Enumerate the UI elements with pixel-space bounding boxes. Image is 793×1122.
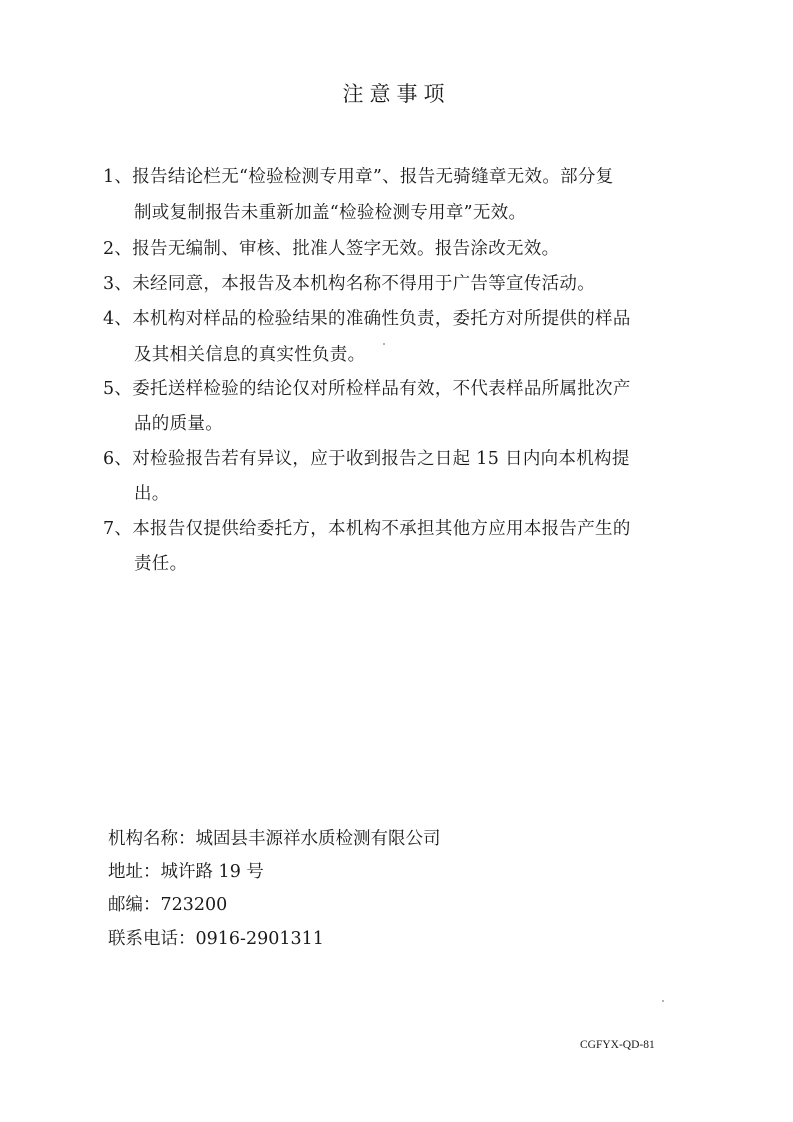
note-4-line-2: 及其相关信息的真实性负责。 xyxy=(134,345,366,365)
scan-speck xyxy=(662,1000,664,1002)
note-4-line-1: 4、本机构对样品的检验结果的准确性负责，委托方对所提供的样品 xyxy=(103,309,631,329)
institution-postcode: 邮编：723200 xyxy=(108,895,228,915)
note-1-line-1: 1、报告结论栏无“检验检测专用章”、报告无骑缝章无效。部分复 xyxy=(103,167,614,187)
page-title: 注意事项 xyxy=(342,82,451,106)
institution-address: 地址：城许路 19 号 xyxy=(108,862,264,882)
institution-phone: 联系电话：0916-2901311 xyxy=(108,929,324,949)
document-code: CGFYX-QD-81 xyxy=(580,1039,655,1051)
note-7-line-1: 7、本报告仅提供给委托方，本机构不承担其他方应用本报告产生的 xyxy=(103,519,631,539)
note-5-line-2: 品的质量。 xyxy=(134,414,223,434)
note-5-line-1: 5、委托送样检验的结论仅对所检样品有效，不代表样品所属批次产 xyxy=(103,379,631,399)
note-6-line-2: 出。 xyxy=(134,484,170,504)
institution-name: 机构名称：城固县丰源祥水质检测有限公司 xyxy=(108,829,441,849)
scan-speck xyxy=(383,343,385,345)
note-2-line-1: 2、报告无编制、审核、批准人签字无效。报告涂改无效。 xyxy=(103,239,560,259)
note-7-line-2: 责任。 xyxy=(134,554,188,574)
note-1-line-2: 制或复制报告未重新加盖“检验检测专用章”无效。 xyxy=(134,203,527,223)
note-6-line-1: 6、对检验报告若有异议，应于收到报告之日起 15 日内向本机构提 xyxy=(103,449,630,469)
note-3-line-1: 3、未经同意，本报告及本机构名称不得用于广告等宣传活动。 xyxy=(103,274,596,294)
